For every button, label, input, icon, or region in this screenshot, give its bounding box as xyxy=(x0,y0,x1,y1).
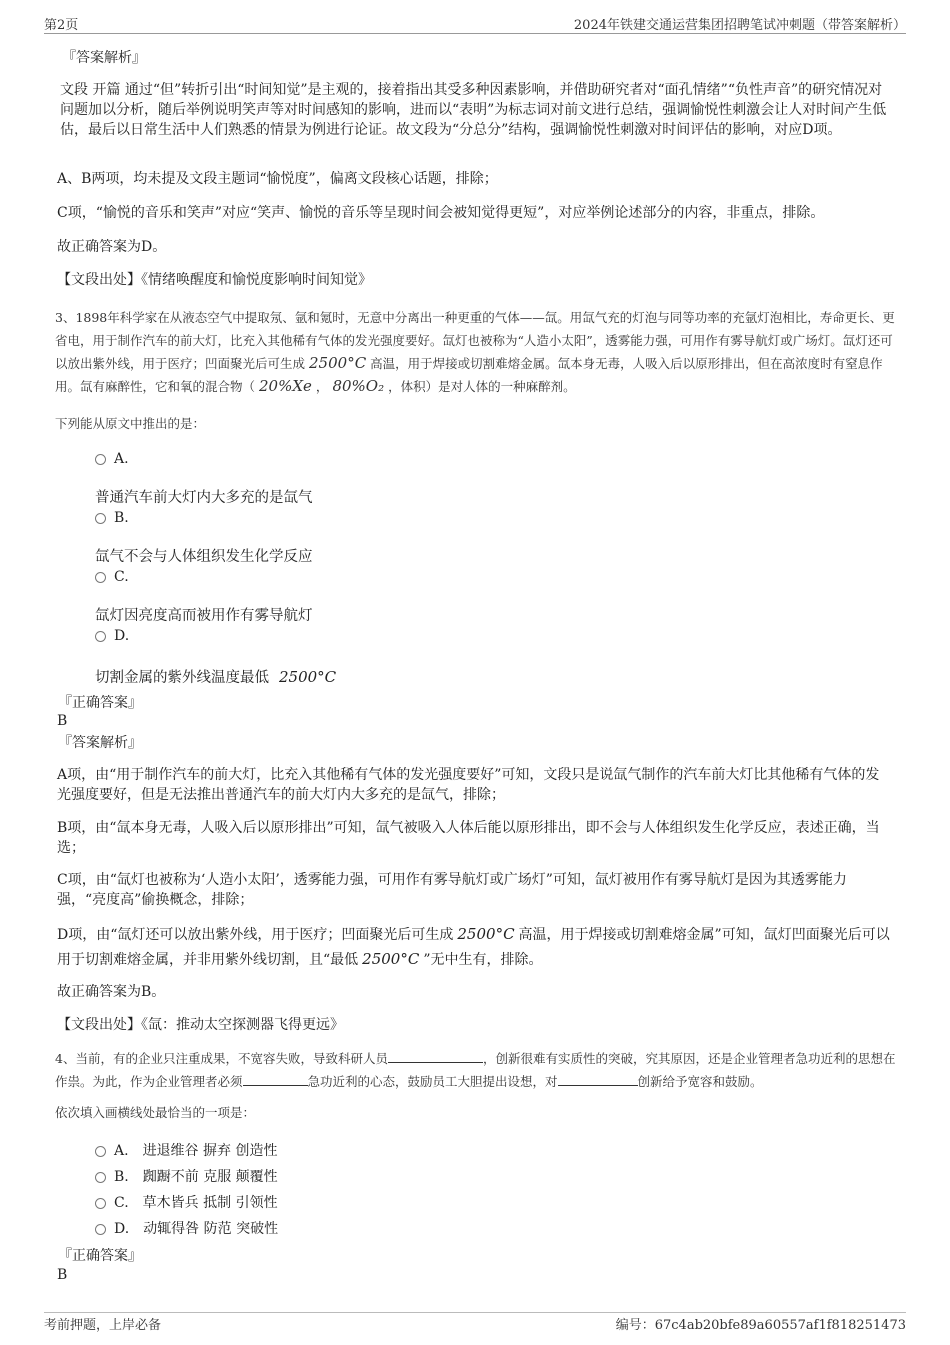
math-oxygen: 80%O₂ xyxy=(332,377,385,395)
fill-blank xyxy=(388,1050,483,1063)
analysis-label: 『答案解析』 xyxy=(58,735,142,751)
analysis-paragraph: C项，“愉悦的音乐和笑声”对应“笑声、愉悦的音乐等呈现时间会被知觉得更短”，对应举例论述部分的内容，非重点，排除。 xyxy=(57,205,825,221)
analysis-paragraph: A、B两项，均未提及文段主题词“愉悦度”，偏离文段核心话题，排除； xyxy=(57,171,498,187)
fill-blank xyxy=(558,1073,638,1086)
option-d[interactable]: D. xyxy=(95,628,129,644)
document-title: 2024年铁建交通运营集团招聘笔试冲刺题（带答案解析） xyxy=(573,18,906,33)
radio-icon[interactable] xyxy=(95,1172,106,1183)
analysis-paragraph: 文段 开篇 通过“但”转折引出“时间知觉”是主观的，接着指出其受多种因素影响，并借助研究者对“面孔情绪”“负性声音”的研究情况对问题加以分析，随后举例说明笑声等对时间感知的影响，进而以“表明”为标志词对前文进行总结，强调愉悦性刺激会让人对时间产生低估，最后以日常生活中人们熟悉的情景为例进行论证。故文段为“分总分”结构，强调愉悦性刺激对时间评估的影响，对应D项。 xyxy=(60,82,887,138)
question-4-stem: 4、当前，有的企业只注重成果，不宽容失败，导致科研人员 ，创新很难有实质性的突破，究其原因，还是企业管理者急功近利的思想在作祟。为此，作为企业管理者必须 急功近利的心态，鼓励员工大胆提出设想，对 创新给予宽容和鼓励。 xyxy=(55,1051,896,1089)
option-c[interactable]: C. 草木皆兵 抵制 引领性 xyxy=(95,1192,278,1212)
option-c-text: 氙灯因亮度高而被用作有雾导航灯 xyxy=(95,608,313,624)
option-b[interactable]: B. 踟蹰不前 克服 颠覆性 xyxy=(95,1166,278,1186)
option-b[interactable]: B. xyxy=(95,510,129,526)
option-a[interactable]: A. 进退维谷 摒弃 创造性 xyxy=(95,1140,277,1160)
math-temperature: 2500°C xyxy=(309,354,367,372)
correct-answer: B xyxy=(57,1267,68,1283)
answer-conclusion: 故正确答案为B。 xyxy=(57,984,166,1000)
radio-icon[interactable] xyxy=(95,572,106,583)
page-number: 第2页 xyxy=(44,18,79,33)
radio-icon[interactable] xyxy=(95,1224,106,1235)
radio-icon[interactable] xyxy=(95,631,106,642)
analysis-paragraph: D项，由“氙灯还可以放出紫外线，用于医疗；凹面聚光后可生成 2500°C 高温，用于焊接或切割难熔金属”可知，氙灯凹面聚光后可以用于切割难熔金属，并非用紫外线切割，且“最低 2500°C ”无中生有，排除。 xyxy=(57,925,890,968)
correct-answer-label: 『正确答案』 xyxy=(58,695,142,711)
math-xenon: 20%Xe xyxy=(259,377,312,395)
question-3-prompt: 下列能从原文中推出的是： xyxy=(55,416,206,431)
header-divider xyxy=(44,33,906,34)
option-d-text: 切割金属的紫外线温度最低 2500°C xyxy=(95,668,337,686)
option-c[interactable]: C. xyxy=(95,569,129,585)
source-citation: 【文段出处】《氙：推动太空探测器飞得更远》 xyxy=(57,1017,344,1033)
correct-answer: B xyxy=(57,713,68,729)
radio-icon[interactable] xyxy=(95,454,106,465)
radio-icon[interactable] xyxy=(95,1198,106,1209)
question-4-prompt: 依次填入画横线处最恰当的一项是： xyxy=(55,1105,256,1120)
option-b-text: 氙气不会与人体组织发生化学反应 xyxy=(95,549,313,565)
document-id: 编号：67c4ab20bfe89a60557af1f818251473 xyxy=(615,1318,906,1333)
answer-conclusion: 故正确答案为D。 xyxy=(57,239,167,255)
option-a-text: 普通汽车前大灯内大多充的是氙气 xyxy=(95,490,313,506)
radio-icon[interactable] xyxy=(95,513,106,524)
analysis-paragraph: B项，由“氙本身无毒，人吸入后以原形排出”可知，氙气被吸入人体后能以原形排出，即不会与人体组织发生化学反应，表述正确，当选； xyxy=(57,820,880,856)
footer-slogan: 考前押题，上岸必备 xyxy=(44,1318,162,1333)
source-citation: 【文段出处】《情绪唤醒度和愉悦度影响时间知觉》 xyxy=(57,272,372,288)
fill-blank xyxy=(243,1073,308,1086)
analysis-label: 『答案解析』 xyxy=(62,50,146,66)
option-d[interactable]: D. 动辄得咎 防范 突破性 xyxy=(95,1218,278,1238)
correct-answer-label: 『正确答案』 xyxy=(58,1248,142,1264)
analysis-paragraph: A项，由“用于制作汽车的前大灯，比充入其他稀有气体的发光强度要好”可知，文段只是说氙气制作的汽车前大灯比其他稀有气体的发光强度要好，但是无法推出普通汽车的前大灯内大多充的是氙气，排除； xyxy=(57,767,880,803)
analysis-paragraph: C项，由“氙灯也被称为‘人造小太阳’，透雾能力强，可用作有雾导航灯或广场灯”可知，氙灯被用作有雾导航灯是因为其透雾能力强，“亮度高”偷换概念，排除； xyxy=(57,872,847,908)
question-3-stem: 3、1898年科学家在从液态空气中提取氖、氩和氪时，无意中分离出一种更重的气体——氙。用氙气充的灯泡与同等功率的充氩灯泡相比，寿命更长、更省电，用于制作汽车的前大灯，比充入其他稀有气体的发光强度要好。氙灯也被称为“人造小太阳”，透雾能力强，可用作有雾导航灯或广场灯。氙灯还可以放出紫外线，用于医疗；凹面聚光后可生成 2500°C 高温，用于焊接或切割难熔金属。氙本身无毒，人吸入后以原形排出，但在高浓度时有窒息作用。氙有麻醉性，它和氧的混合物（ 20%Xe ， 80%O₂ ，体积）是对人体的一种麻醉剂。 xyxy=(55,310,895,395)
option-a[interactable]: A. xyxy=(95,451,129,467)
footer-divider xyxy=(44,1312,906,1313)
radio-icon[interactable] xyxy=(95,1146,106,1157)
